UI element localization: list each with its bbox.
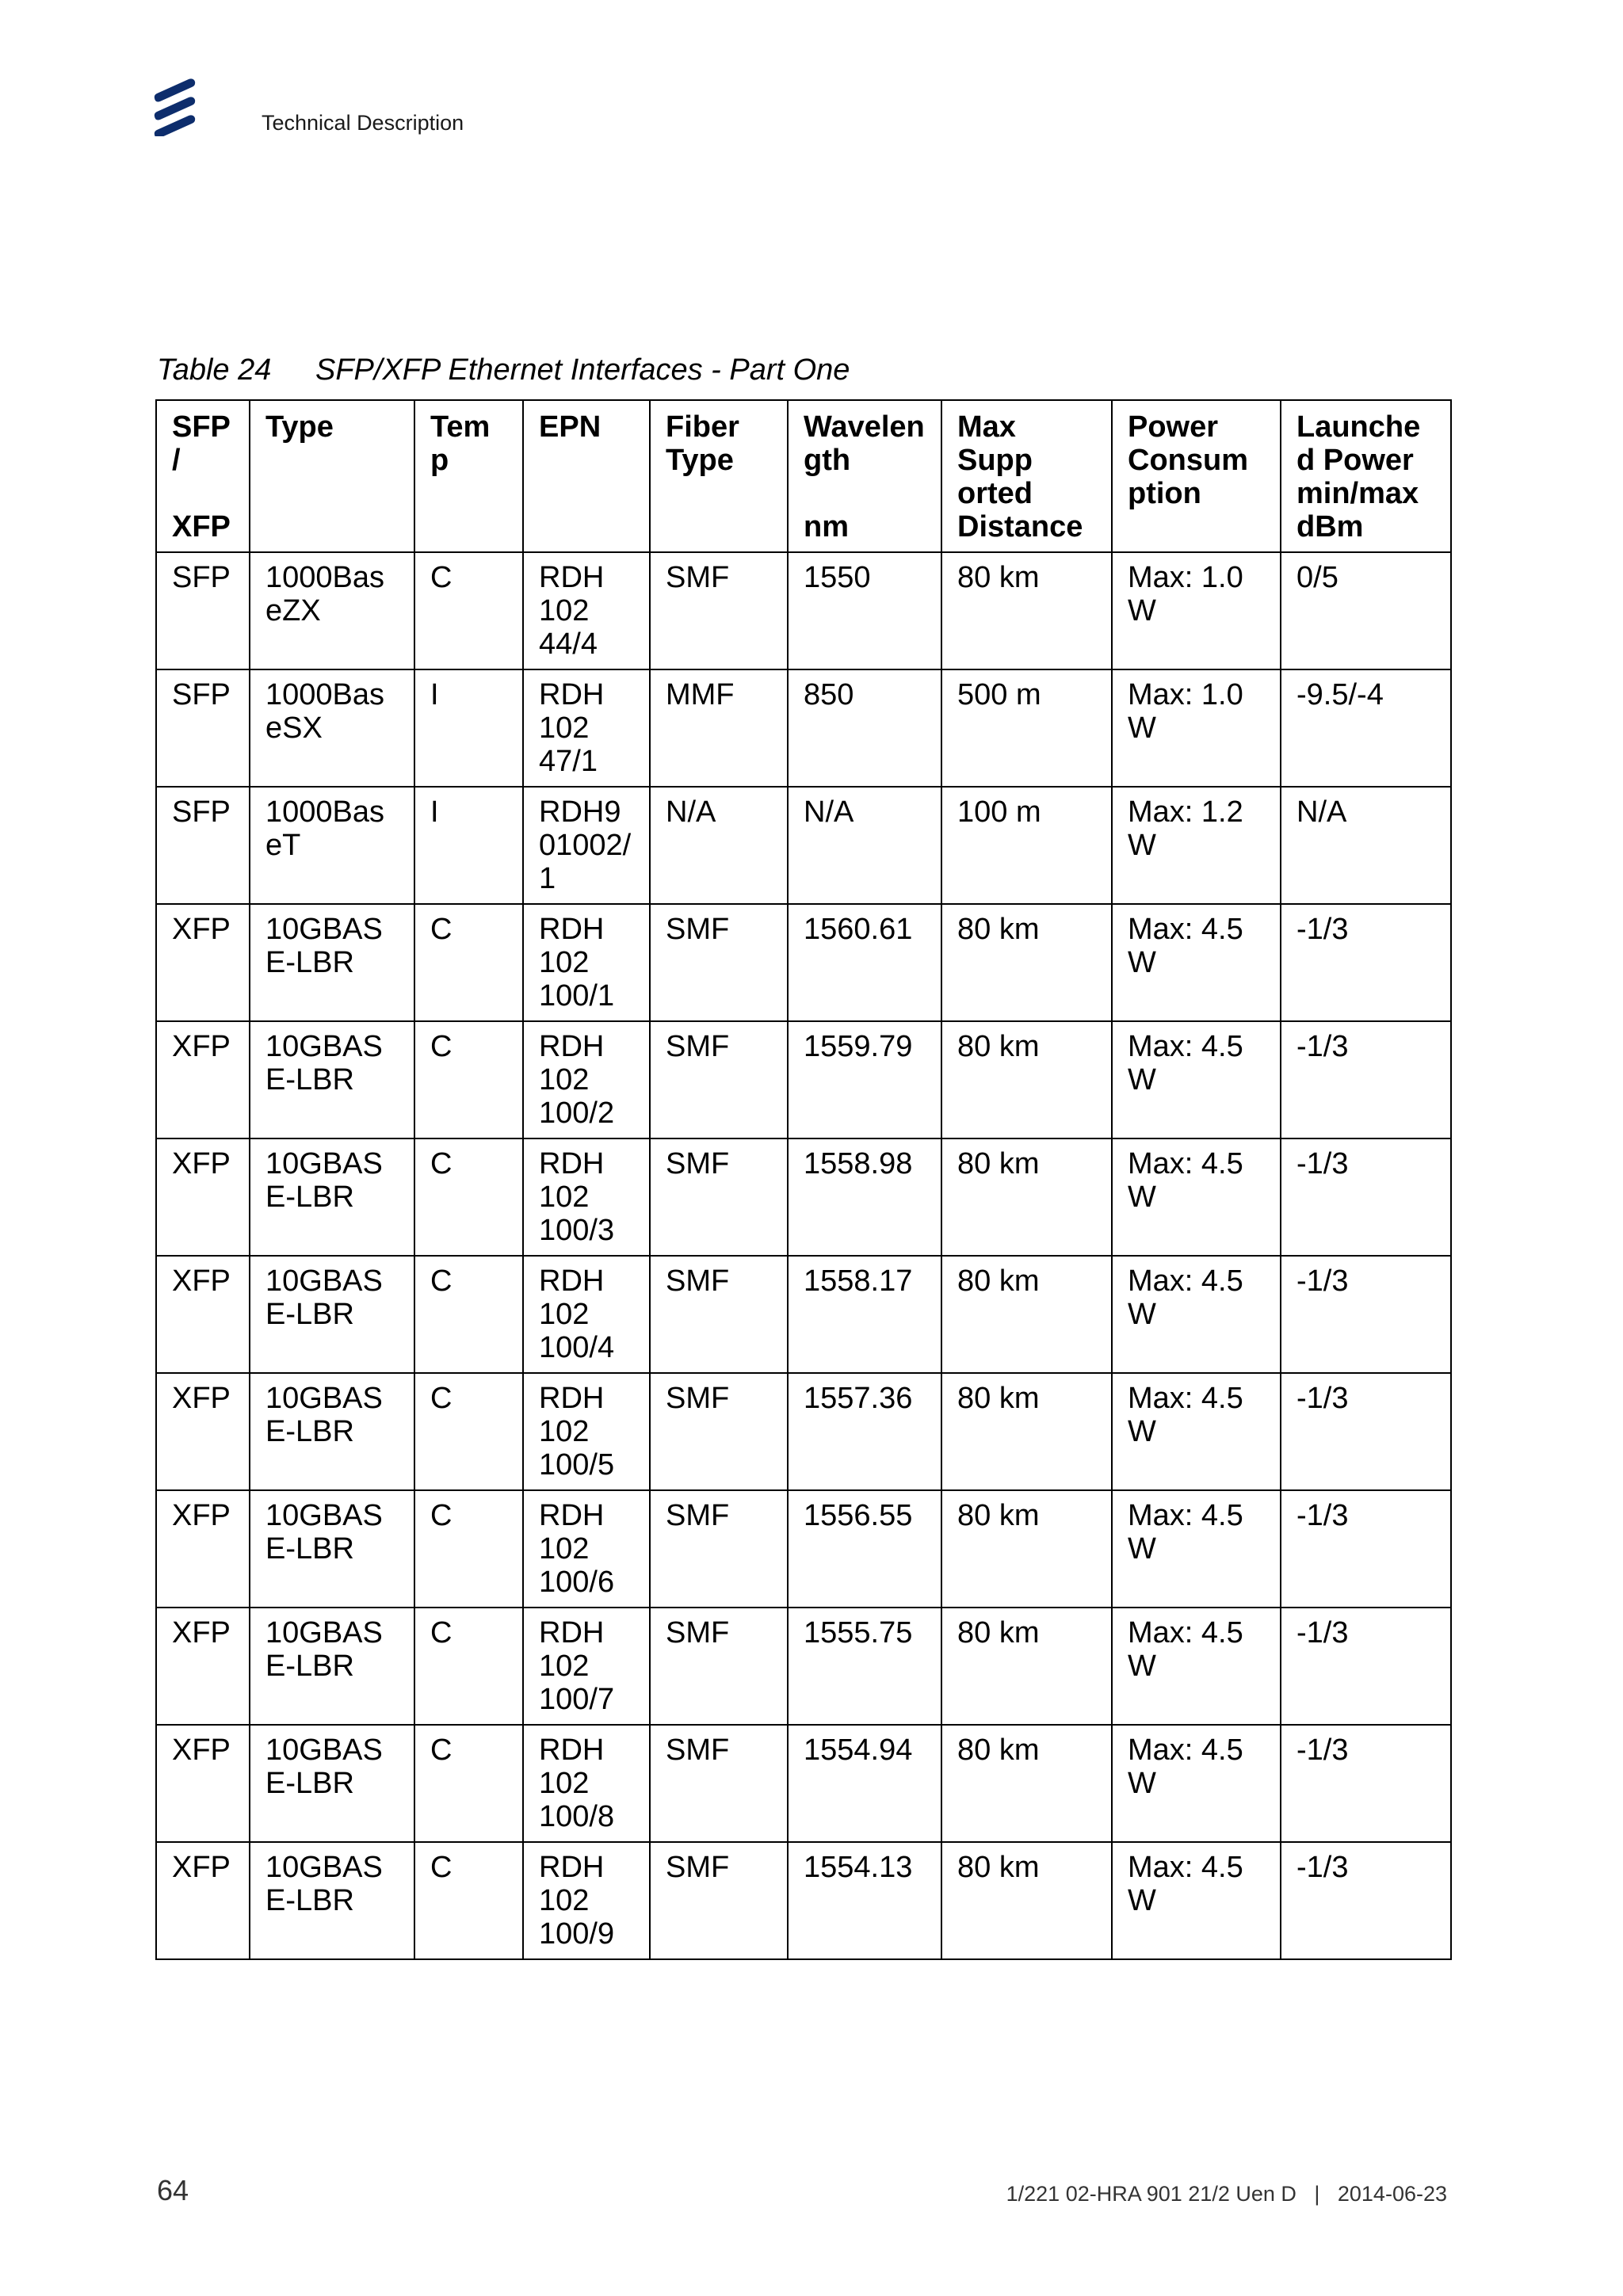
table-cell: -1/3 bbox=[1281, 1256, 1451, 1373]
table-cell: -1/3 bbox=[1281, 1138, 1451, 1256]
table-cell: RDH 102 44/4 bbox=[523, 552, 650, 669]
table-cell: 80 km bbox=[941, 1021, 1112, 1138]
table-cell: Max: 4.5 W bbox=[1112, 1138, 1281, 1256]
table-cell: 1556.55 bbox=[788, 1490, 941, 1608]
table-cell: Max: 4.5 W bbox=[1112, 904, 1281, 1021]
table-cell: -1/3 bbox=[1281, 1490, 1451, 1608]
table-cell: RDH 102 100/1 bbox=[523, 904, 650, 1021]
table-cell: 80 km bbox=[941, 1725, 1112, 1842]
sfp-xfp-interfaces-table bbox=[155, 399, 1452, 1960]
document-id: 1/221 02-HRA 901 21/2 Uen D | 2014-06-23 bbox=[1006, 2182, 1447, 2206]
table-cell: 80 km bbox=[941, 552, 1112, 669]
table-cell: 1557.36 bbox=[788, 1373, 941, 1490]
table-cell: 80 km bbox=[941, 1373, 1112, 1490]
table-caption-text: SFP/XFP Ethernet Interfaces - Part One bbox=[315, 353, 850, 387]
column-header: Max Supp orted Distance bbox=[941, 400, 1112, 552]
table-cell: C bbox=[414, 1490, 523, 1608]
table-cell: XFP bbox=[156, 1021, 250, 1138]
table-cell: XFP bbox=[156, 1608, 250, 1725]
table-cell: RDH 102 100/9 bbox=[523, 1842, 650, 1959]
table-cell: I bbox=[414, 669, 523, 787]
table-cell: MMF bbox=[650, 669, 788, 787]
table-cell: RDH 102 47/1 bbox=[523, 669, 650, 787]
table-cell: -1/3 bbox=[1281, 904, 1451, 1021]
table-cell: RDH 102 100/8 bbox=[523, 1725, 650, 1842]
table-cell: RDH 102 100/5 bbox=[523, 1373, 650, 1490]
table-cell: 10GBAS E-LBR bbox=[250, 1490, 414, 1608]
table-row bbox=[156, 1021, 1451, 1138]
table-cell: -1/3 bbox=[1281, 1842, 1451, 1959]
table-cell: 1554.13 bbox=[788, 1842, 941, 1959]
table-cell: RDH 102 100/7 bbox=[523, 1608, 650, 1725]
column-header: Type bbox=[250, 400, 414, 552]
table-cell: SMF bbox=[650, 1373, 788, 1490]
table-row bbox=[156, 552, 1451, 669]
table-row bbox=[156, 1138, 1451, 1256]
table-cell: SMF bbox=[650, 1490, 788, 1608]
table-row bbox=[156, 1608, 1451, 1725]
table-cell: -9.5/-4 bbox=[1281, 669, 1451, 787]
table-cell: 1558.17 bbox=[788, 1256, 941, 1373]
table-cell: 10GBAS E-LBR bbox=[250, 1842, 414, 1959]
table-cell: C bbox=[414, 1608, 523, 1725]
table-row bbox=[156, 904, 1451, 1021]
table-header-row bbox=[156, 400, 1451, 552]
table-cell: SMF bbox=[650, 552, 788, 669]
table-row bbox=[156, 1373, 1451, 1490]
table-cell: RDH9 01002/ 1 bbox=[523, 787, 650, 904]
table-cell: SMF bbox=[650, 1842, 788, 1959]
table-row bbox=[156, 1842, 1451, 1959]
table-cell: 80 km bbox=[941, 1490, 1112, 1608]
table-cell: SFP bbox=[156, 787, 250, 904]
table-cell: N/A bbox=[788, 787, 941, 904]
table-cell: 10GBAS E-LBR bbox=[250, 1138, 414, 1256]
table-row bbox=[156, 1725, 1451, 1842]
table-cell: XFP bbox=[156, 1138, 250, 1256]
table-cell: C bbox=[414, 1021, 523, 1138]
table-cell: SFP bbox=[156, 669, 250, 787]
column-header: Fiber Type bbox=[650, 400, 788, 552]
table-cell: 10GBAS E-LBR bbox=[250, 904, 414, 1021]
table-caption-number: Table 24 bbox=[157, 353, 272, 387]
table-cell: 1559.79 bbox=[788, 1021, 941, 1138]
table-cell: 10GBAS E-LBR bbox=[250, 1021, 414, 1138]
table-cell: C bbox=[414, 1256, 523, 1373]
table-cell: SFP bbox=[156, 552, 250, 669]
table-caption bbox=[157, 353, 850, 387]
table-cell: SMF bbox=[650, 1256, 788, 1373]
table-cell: Max: 1.0 W bbox=[1112, 669, 1281, 787]
table-cell: I bbox=[414, 787, 523, 904]
column-header: Power Consum ption bbox=[1112, 400, 1281, 552]
table-cell: RDH 102 100/4 bbox=[523, 1256, 650, 1373]
table-cell: 1554.94 bbox=[788, 1725, 941, 1842]
column-header: SFP/ XFP bbox=[156, 400, 250, 552]
table-cell: 10GBAS E-LBR bbox=[250, 1725, 414, 1842]
table-cell: 80 km bbox=[941, 1256, 1112, 1373]
table-cell: Max: 4.5 W bbox=[1112, 1256, 1281, 1373]
table-cell: 100 m bbox=[941, 787, 1112, 904]
table-cell: 10GBAS E-LBR bbox=[250, 1256, 414, 1373]
table-cell: Max: 4.5 W bbox=[1112, 1842, 1281, 1959]
table-cell: 1000Bas eSX bbox=[250, 669, 414, 787]
table-cell: XFP bbox=[156, 1490, 250, 1608]
table-cell: SMF bbox=[650, 1021, 788, 1138]
table-cell: 1000Bas eZX bbox=[250, 552, 414, 669]
table-cell: C bbox=[414, 1842, 523, 1959]
table-cell: -1/3 bbox=[1281, 1725, 1451, 1842]
table-cell: RDH 102 100/2 bbox=[523, 1021, 650, 1138]
table-cell: N/A bbox=[1281, 787, 1451, 904]
table-row bbox=[156, 669, 1451, 787]
table-row bbox=[156, 1256, 1451, 1373]
table-cell: -1/3 bbox=[1281, 1021, 1451, 1138]
table-cell: Max: 4.5 W bbox=[1112, 1608, 1281, 1725]
table-cell: RDH 102 100/3 bbox=[523, 1138, 650, 1256]
table-cell: SMF bbox=[650, 1608, 788, 1725]
table-cell: 500 m bbox=[941, 669, 1112, 787]
table-cell: C bbox=[414, 1373, 523, 1490]
page-number: 64 bbox=[157, 2174, 189, 2206]
table-cell: 10GBAS E-LBR bbox=[250, 1373, 414, 1490]
table-cell: XFP bbox=[156, 1373, 250, 1490]
table-cell: Max: 4.5 W bbox=[1112, 1490, 1281, 1608]
table-cell: Max: 1.2 W bbox=[1112, 787, 1281, 904]
table-cell: XFP bbox=[156, 1725, 250, 1842]
table-cell: 80 km bbox=[941, 1842, 1112, 1959]
table-body bbox=[156, 552, 1451, 1959]
table-cell: 10GBAS E-LBR bbox=[250, 1608, 414, 1725]
table-cell: XFP bbox=[156, 904, 250, 1021]
table-cell: N/A bbox=[650, 787, 788, 904]
table-cell: C bbox=[414, 552, 523, 669]
table-cell: Max: 4.5 W bbox=[1112, 1725, 1281, 1842]
table-cell: XFP bbox=[156, 1842, 250, 1959]
table-cell: -1/3 bbox=[1281, 1608, 1451, 1725]
table-cell: 80 km bbox=[941, 1608, 1112, 1725]
table-cell: C bbox=[414, 1138, 523, 1256]
table-cell: 1558.98 bbox=[788, 1138, 941, 1256]
table-cell: 80 km bbox=[941, 1138, 1112, 1256]
table-cell: 80 km bbox=[941, 904, 1112, 1021]
table-cell: C bbox=[414, 1725, 523, 1842]
table-cell: Max: 1.0 W bbox=[1112, 552, 1281, 669]
table-cell: C bbox=[414, 904, 523, 1021]
table-cell: Max: 4.5 W bbox=[1112, 1021, 1281, 1138]
column-header: Temp bbox=[414, 400, 523, 552]
column-header: Launche d Power min/max dBm bbox=[1281, 400, 1451, 552]
table-cell: XFP bbox=[156, 1256, 250, 1373]
ericsson-logo-icon bbox=[154, 76, 198, 136]
table-row bbox=[156, 1490, 1451, 1608]
table-cell: 1000Bas eT bbox=[250, 787, 414, 904]
table-cell: 1550 bbox=[788, 552, 941, 669]
column-header: Wavelen gth nm bbox=[788, 400, 941, 552]
table-cell: -1/3 bbox=[1281, 1373, 1451, 1490]
table-cell: 0/5 bbox=[1281, 552, 1451, 669]
table-cell: SMF bbox=[650, 1138, 788, 1256]
table-cell: RDH 102 100/6 bbox=[523, 1490, 650, 1608]
table-cell: 1560.61 bbox=[788, 904, 941, 1021]
table-cell: SMF bbox=[650, 1725, 788, 1842]
column-header: EPN bbox=[523, 400, 650, 552]
table-cell: 1555.75 bbox=[788, 1608, 941, 1725]
document-header-title: Technical Description bbox=[262, 111, 464, 135]
table-cell: SMF bbox=[650, 904, 788, 1021]
table-row bbox=[156, 787, 1451, 904]
table-cell: 850 bbox=[788, 669, 941, 787]
table-cell: Max: 4.5 W bbox=[1112, 1373, 1281, 1490]
